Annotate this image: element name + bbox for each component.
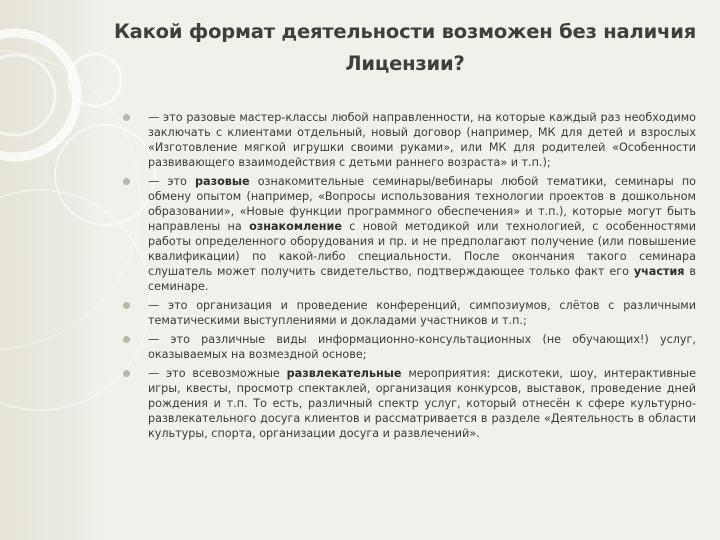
- bullet-icon: [123, 178, 130, 185]
- bold-text: участия: [633, 265, 685, 278]
- bullet-icon: [123, 302, 130, 309]
- item-text: — это: [148, 175, 196, 188]
- bold-text: разовые: [195, 175, 250, 188]
- slide-title: [110, 16, 700, 80]
- title-line-1: Какой формат деятельности возможен без наличия: [113, 20, 697, 43]
- list-item: [116, 366, 696, 441]
- item-text: — это разовые мастер-классы любой направленности, на которые каждый раз необходимо заключать с клиентами отдельный, новый договор (например, МК для детей и взрослых «Изготовление мягкой игрушки своими руками», или МК для родителей «Особенности развивающего взаимодействия с детьми раннего возраста» и т.п.);: [148, 111, 696, 169]
- item-text: в семинаре.: [148, 265, 696, 293]
- item-text: — это организация и проведение конференций, симпозиумов, слётов с различными тематическими выступлениями и докладами участников и т.п.;: [148, 299, 696, 327]
- bullet-icon: [123, 114, 130, 121]
- list-item: [116, 110, 696, 170]
- list-item: [116, 174, 696, 294]
- bullet-list: [116, 110, 696, 445]
- bold-text: ознакомление: [249, 220, 342, 233]
- title-line-2: Лицензии?: [345, 52, 465, 75]
- bullet-icon: [123, 336, 130, 343]
- item-text: — это различные виды информационно-консультационных (не обучающих!) услуг, оказываемых на возмездной основе;: [148, 333, 696, 361]
- item-text: мероприятия: дискотеки, шоу, интерактивные игры, квесты, просмотр спектаклей, организация конкурсов, выставок, проведение дней рождения и т.п. То есть, различный спектр услуг, который отнесён к сфере культурно-развлекательного досуга клиентов и рассматривается в разделе «Деятельность в области культуры, спорта, организации досуга и развлечений».: [148, 367, 696, 440]
- bullet-icon: [123, 370, 130, 377]
- item-text: с новой методикой или технологией, с особенностями работы определенного оборудования и пр. и не предполагают получение (или повышение квалификации) по какой-либо специальности. После окончания такого семинара слушатель может получить свидетельство, подтверждающее только факт его: [148, 220, 697, 278]
- bold-text: развлекательные: [286, 367, 402, 380]
- item-text: ознакомительные семинары/вебинары любой тематики, семинары по обмену опытом (например, «Вопросы использования технологии проектов в дошкольном образовании», «Новые функции программного обеспечения» и т.п.), которые могут быть направлены на: [148, 175, 696, 233]
- list-item: [116, 298, 696, 328]
- list-item: [116, 332, 696, 362]
- item-text: — это всевозможные: [148, 367, 287, 380]
